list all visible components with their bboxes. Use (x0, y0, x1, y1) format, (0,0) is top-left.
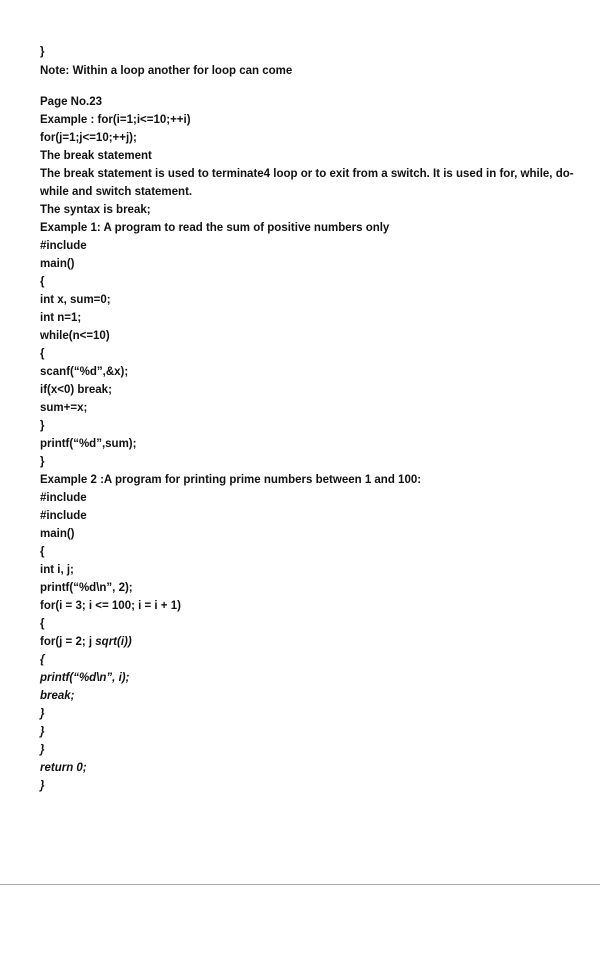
text-line-code: for(j = 2; j (40, 636, 93, 648)
text-line: int x, sum=0; (40, 294, 111, 306)
next-page-area (0, 886, 600, 960)
text-line: printf(“%d”,sum); (40, 438, 137, 450)
text-line: The break statement is used to terminate4 loop or to exit from a switch. It is used in for, while, do- (40, 168, 574, 180)
text-line: { (40, 654, 45, 666)
text-line: break; (40, 690, 75, 702)
text-line: int i, j; (40, 564, 74, 576)
text-line: return 0; (40, 762, 87, 774)
text-line: sum+=x; (40, 402, 88, 414)
text-line: Page No.23 (40, 96, 102, 108)
text-line: } (40, 46, 45, 58)
text-line: } (40, 780, 45, 792)
text-line: for(j=1;j<=10;++j); (40, 132, 137, 144)
text-line: Example 1: A program to read the sum of positive numbers only (40, 222, 390, 234)
text-line: printf(“%d\n”, 2); (40, 582, 133, 594)
text-line: Note: Within a loop another for loop can come (40, 65, 293, 77)
text-line-italic-code: sqrt(i)) (95, 636, 132, 648)
text-line: #include (40, 240, 87, 252)
page-divider (0, 884, 600, 885)
text-line (40, 635, 132, 649)
text-line: Example : for(i=1;i<=10;++i) (40, 114, 191, 126)
text-line: int n=1; (40, 312, 82, 324)
text-line: #include (40, 492, 87, 504)
text-line: } (40, 456, 45, 468)
text-line: The break statement (40, 150, 152, 162)
text-line: while(n<=10) (40, 330, 110, 342)
text-line: main() (40, 258, 75, 270)
text-line: printf(“%d\n”, i); (40, 672, 130, 684)
text-line: { (40, 546, 45, 558)
text-line: } (40, 744, 45, 756)
text-line: if(x<0) break; (40, 384, 112, 396)
text-line: { (40, 618, 45, 630)
text-line: main() (40, 528, 75, 540)
text-line: for(i = 3; i <= 100; i = i + 1) (40, 600, 181, 612)
text-line: } (40, 726, 45, 738)
text-line: { (40, 276, 45, 288)
text-line: { (40, 348, 45, 360)
text-line: Example 2 :A program for printing prime numbers between 1 and 100: (40, 474, 422, 486)
text-line: The syntax is break; (40, 204, 151, 216)
text-line: #include (40, 510, 87, 522)
text-line: while and switch statement. (40, 186, 193, 198)
text-line: } (40, 420, 45, 432)
text-line: } (40, 708, 45, 720)
text-line: scanf(“%d”,&x); (40, 366, 129, 378)
